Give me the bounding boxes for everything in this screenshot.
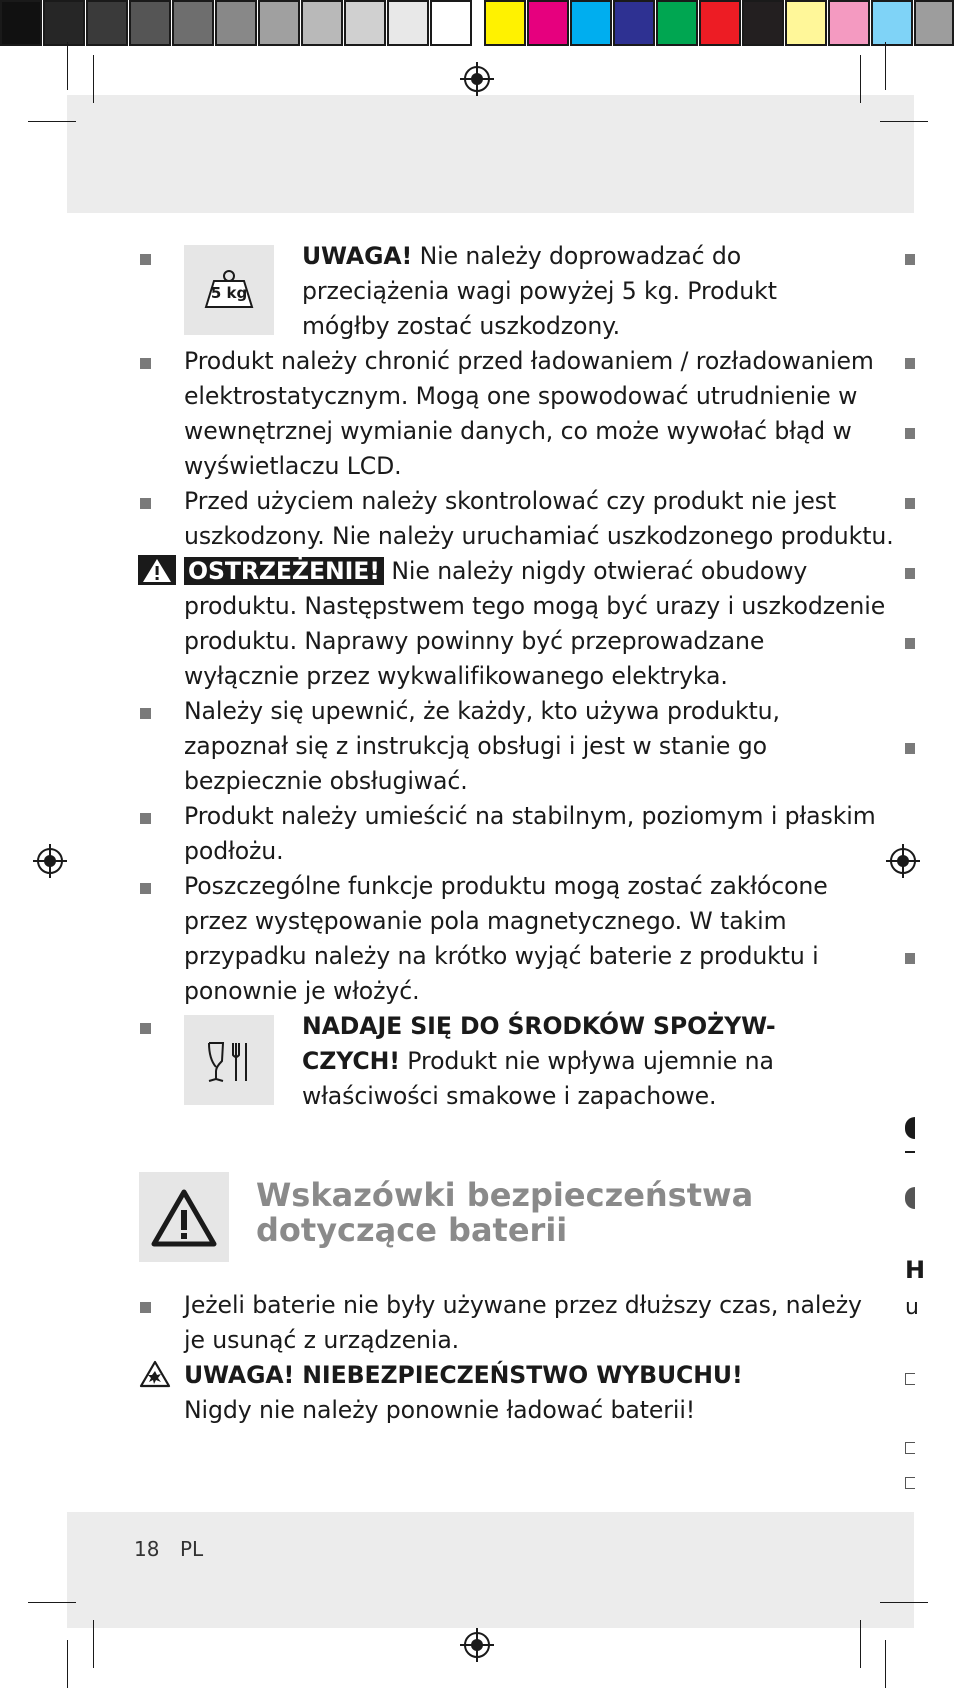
color-swatch (527, 0, 569, 46)
registration-mark-icon (460, 1628, 494, 1662)
bullet (140, 254, 151, 265)
item2-line: wewnętrznej wymianie danych, co może wywołać błąd w (184, 417, 852, 445)
edge-mark (905, 1117, 915, 1139)
item1-heading: UWAGA! (302, 242, 413, 270)
gray-swatch (215, 0, 257, 46)
color-swatch (785, 0, 827, 46)
item6-line: Produkt należy umieścić na stabilnym, poziomym i płaskim (184, 802, 876, 830)
item4-text (184, 554, 807, 589)
gray-swatch (344, 0, 386, 46)
gray-swatch (172, 0, 214, 46)
bullet (140, 883, 151, 894)
battery2-heading: UWAGA! NIEBEZPIECZEŃSTWO WYBUCHU! (184, 1361, 743, 1389)
gray-swatch (258, 0, 300, 46)
bullet (140, 1302, 151, 1313)
gray-swatch (0, 0, 42, 46)
page-number: 18 (134, 1537, 160, 1561)
bullet (905, 568, 915, 579)
explosion-warning-icon (139, 1360, 171, 1388)
bullet (905, 953, 915, 964)
bullet (140, 708, 151, 719)
bullet (905, 428, 915, 439)
edge-letter: H (905, 1256, 926, 1284)
color-swatch (656, 0, 698, 46)
registration-mark-icon (460, 62, 494, 96)
gray-swatch (301, 0, 343, 46)
color-swatch (484, 0, 526, 46)
item1-line: Nie należy doprowadzać do (412, 242, 742, 270)
footer-band (67, 1512, 914, 1628)
item7-line: Poszczególne funkcje produktu mogą zostać zakłócone (184, 872, 828, 900)
section-title-line: dotyczące baterii (256, 1211, 568, 1249)
bullet (140, 498, 151, 509)
edge-checkbox (905, 1442, 915, 1454)
color-swatch (570, 0, 612, 46)
item5-line: zapoznał się z instrukcją obsługi i jest w stanie go (184, 732, 767, 760)
edge-mark (905, 1187, 915, 1209)
edge-checkbox (905, 1373, 915, 1385)
bullet (140, 813, 151, 824)
item2-line: elektrostatycznym. Mogą one spowodować utrudnienie w (184, 382, 858, 410)
item6-line: podłożu. (184, 837, 284, 865)
edge-checkbox (905, 1477, 915, 1489)
item8-heading: NADAJE SIĘ DO ŚRODKÓW SPOŻYW- (302, 1012, 776, 1040)
item7-line: przypadku należy na krótko wyjąć baterie z produktu i (184, 942, 819, 970)
gray-swatch (387, 0, 429, 46)
item4-line: wyłącznie przez wykwalifikowanego elektryka. (184, 662, 728, 690)
bullet (905, 254, 915, 265)
item8-line: właściwości smakowe i zapachowe. (302, 1082, 717, 1110)
weight-label: 5 kg (210, 284, 248, 302)
item1-line: mógłby zostać uszkodzony. (302, 312, 621, 340)
section-title (256, 1178, 753, 1248)
item3-line: Przed użyciem należy skontrolować czy produkt nie jest (184, 487, 837, 515)
battery2-line: Nigdy nie należy ponownie ładować baterii! (184, 1396, 696, 1424)
warning-label: OSTRZEŻENIE! (184, 557, 384, 585)
item1-text (302, 239, 741, 274)
gray-swatch (86, 0, 128, 46)
warning-triangle-icon (139, 1172, 229, 1262)
item8-line: Produkt nie wpływa ujemnie na (399, 1047, 774, 1075)
battery1-line: je usunąć z urządzenia. (184, 1326, 460, 1354)
edge-rule (905, 1151, 915, 1153)
warning-triangle-icon (138, 555, 176, 585)
item7-line: przez występowanie pola magnetycznego. W takim (184, 907, 787, 935)
bullet (905, 638, 915, 649)
item1-line: przeciążenia wagi powyżej 5 kg. Produkt (302, 277, 777, 305)
item4-line: produktu. Następstwem tego mogą być urazy i uszkodzenie (184, 592, 886, 620)
item4-line: Nie należy nigdy otwierać obudowy (383, 557, 808, 585)
color-swatch (742, 0, 784, 46)
registration-mark-icon (33, 844, 67, 878)
bullet (140, 358, 151, 369)
item2-line: Produkt należy chronić przed ładowaniem / rozładowaniem (184, 347, 874, 375)
section-title-line: Wskazówki bezpieczeństwa (256, 1176, 754, 1214)
gray-swatch (43, 0, 85, 46)
color-swatch (914, 0, 954, 46)
item7-line: ponownie je włożyć. (184, 977, 420, 1005)
gray-swatch (129, 0, 171, 46)
item3-line: uszkodzony. Nie należy uruchamiać uszkodzonego produktu. (184, 522, 894, 550)
bullet (905, 498, 915, 509)
color-swatch (828, 0, 870, 46)
language-code: PL (180, 1537, 204, 1561)
item5-line: bezpiecznie obsługiwać. (184, 767, 468, 795)
gray-swatch (430, 0, 472, 46)
weight-5kg-icon (184, 245, 274, 335)
bullet (140, 1023, 151, 1034)
header-band (67, 95, 914, 213)
color-swatch (699, 0, 741, 46)
edge-letter: u (905, 1295, 919, 1320)
color-swatch (613, 0, 655, 46)
item8-heading: CZYCH! (302, 1047, 400, 1075)
item8-text (302, 1044, 774, 1079)
battery1-line: Jeżeli baterie nie były używane przez dłuższy czas, należy (184, 1291, 862, 1319)
item2-line: wyświetlaczu LCD. (184, 452, 402, 480)
bullet (905, 358, 915, 369)
item4-line: produktu. Naprawy powinny być przeprowadzane (184, 627, 765, 655)
item5-line: Należy się upewnić, że każdy, kto używa produktu, (184, 697, 780, 725)
color-swatch (871, 0, 913, 46)
registration-mark-icon (886, 844, 920, 878)
food-safe-icon (184, 1015, 274, 1105)
bullet (905, 743, 915, 754)
section-warning-box (139, 1172, 229, 1262)
